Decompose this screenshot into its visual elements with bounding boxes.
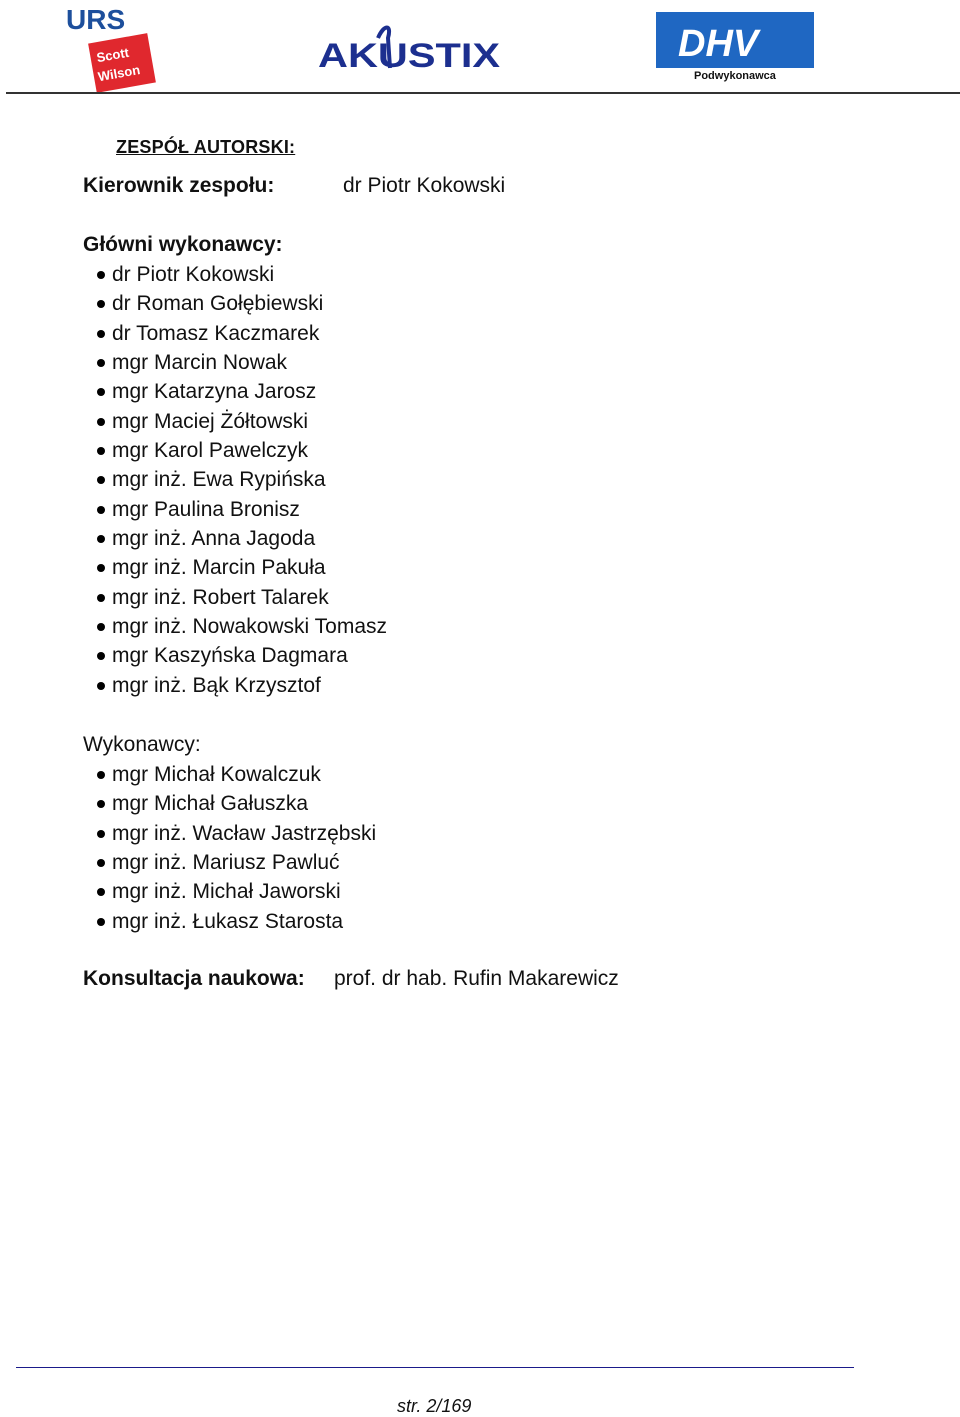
section-title: ZESPÓŁ AUTORSKI: (116, 137, 296, 157)
list-item: mgr Michał Kowalczuk (96, 760, 376, 789)
team-leader-name: dr Piotr Kokowski (343, 174, 506, 197)
list-item: mgr Katarzyna Jarosz (96, 377, 387, 406)
list-item: mgr Maciej Żółtowski (96, 407, 387, 436)
page-number: str. 2/169 (397, 1396, 472, 1416)
scientific-consultation-label: Konsultacja naukowa: (83, 967, 305, 990)
akustix-logo-text: AKUSTIX (318, 37, 501, 72)
list-item: mgr inż. Mariusz Pawluć (96, 848, 376, 877)
list-item: mgr inż. Anna Jagoda (96, 524, 387, 553)
list-item: dr Piotr Kokowski (96, 260, 387, 289)
executors-heading: Wykonawcy: (83, 733, 201, 756)
footer-divider (16, 1367, 854, 1368)
dhv-caption: Podwykonawca (694, 70, 776, 82)
urs-logo-text: URS (66, 4, 126, 35)
list-item: mgr inż. Bąk Krzysztof (96, 671, 387, 700)
scott-logo-text: Scott (95, 44, 131, 66)
list-item: mgr Karol Pawelczyk (96, 436, 387, 465)
list-item: mgr inż. Nowakowski Tomasz (96, 612, 387, 641)
list-item: mgr inż. Michał Jaworski (96, 877, 376, 906)
header-divider (6, 92, 960, 94)
list-item: mgr inż. Łukasz Starosta (96, 907, 376, 936)
list-item: mgr Kaszyńska Dagmara (96, 641, 387, 670)
team-leader-label: Kierownik zespołu: (83, 174, 275, 197)
scientific-consultant-name: prof. dr hab. Rufin Makarewicz (334, 967, 619, 990)
urs-scott-wilson-logo (64, 4, 156, 92)
list-item: dr Tomasz Kaczmarek (96, 319, 387, 348)
executors-list (96, 760, 376, 936)
list-item: mgr inż. Wacław Jastrzębski (96, 819, 376, 848)
list-item: mgr Michał Gałuszka (96, 789, 376, 818)
dhv-logo-text: DHV (678, 23, 759, 65)
list-item: mgr Marcin Nowak (96, 348, 387, 377)
main-contractors-heading: Główni wykonawcy: (83, 233, 283, 256)
list-item: mgr inż. Marcin Pakuła (96, 553, 387, 582)
list-item: dr Roman Gołębiewski (96, 289, 387, 318)
dhv-logo (656, 12, 814, 82)
akustix-logo (318, 20, 502, 72)
list-item: mgr inż. Robert Talarek (96, 583, 387, 612)
wilson-logo-text: Wilson (96, 62, 142, 85)
main-contractors-list (96, 260, 387, 700)
list-item: mgr inż. Ewa Rypińska (96, 465, 387, 494)
list-item: mgr Paulina Bronisz (96, 495, 387, 524)
